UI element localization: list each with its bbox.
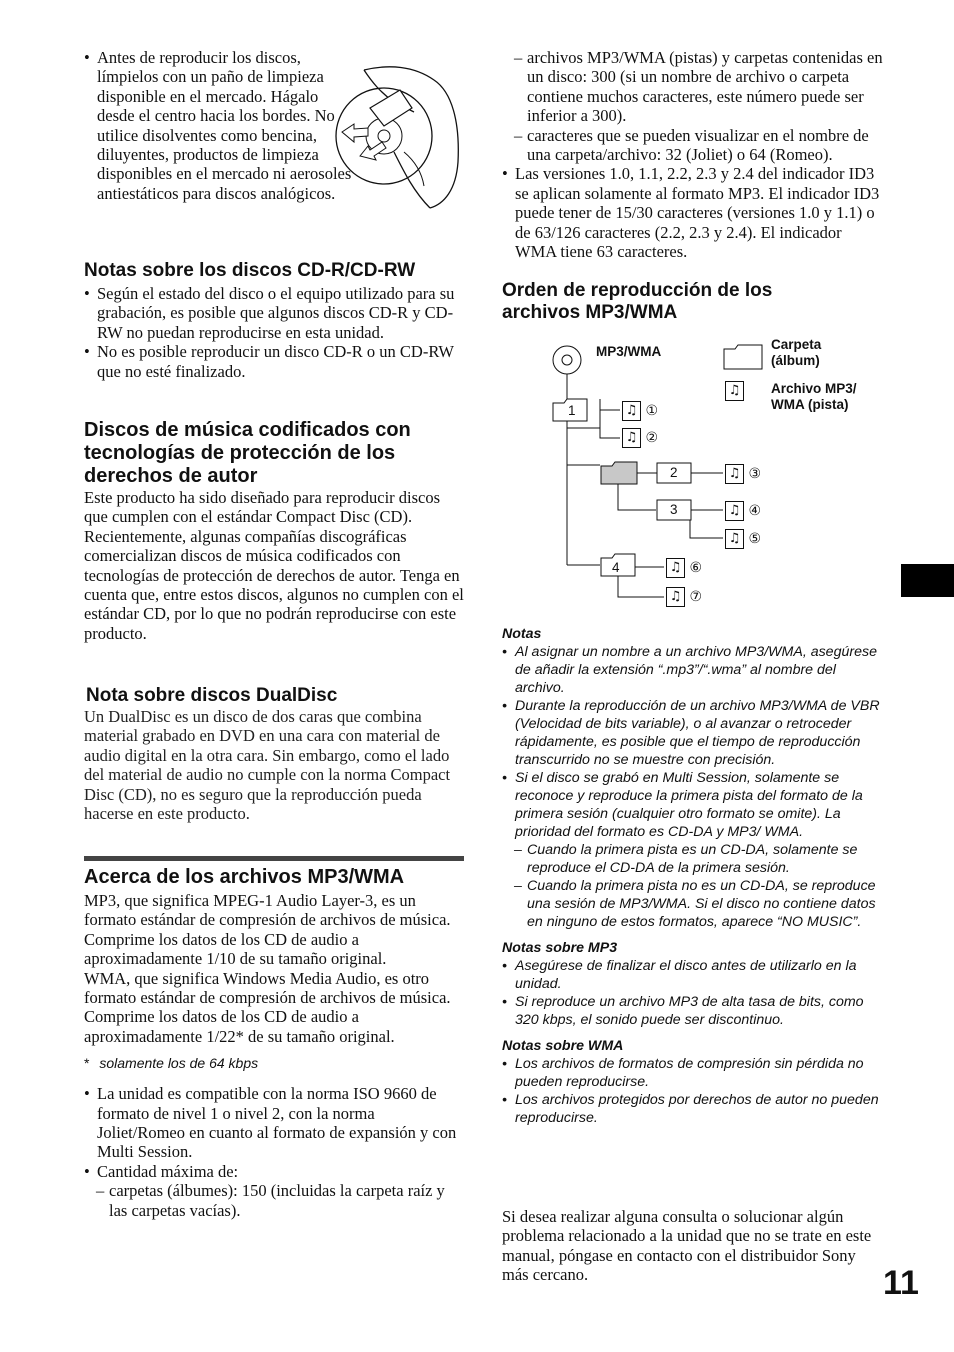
track-number: ②: [645, 430, 659, 446]
cleaning-bullet: • Antes de reproducir los discos, límpielos con un paño de limpieza disponible en el mercado. Hágalo desde el centro hacia los bordes. No utilice disolventes como bencina, diluyentes, productos de limpieza disponibles en el mercado ni aerosoles antiestáticos para discos analógicos.: [84, 48, 359, 203]
footnote-text: solamente los de 64 kbps: [99, 1055, 259, 1072]
note-3-sub-1: – Cuando la primera pista es un CD-DA, solamente se reproduce el CD-DA de la primera sesión.: [514, 841, 886, 877]
folder-label-4: 4: [612, 560, 620, 575]
music-file-icon: ♫: [725, 529, 744, 549]
track-number: ⑥: [689, 560, 703, 576]
mp3-heading: Acerca de los archivos MP3/WMA: [84, 866, 405, 888]
mp3-paragraph-2: WMA, que significa Windows Media Audio, es otro formato estándar de compresión de archivos de música. Comprime los datos de los CD de audio a aproximadamente 1/22* de su tamaño original.: [84, 968, 451, 1046]
legend-folder-label: Carpeta (álbum): [771, 337, 822, 368]
cleaning-note: [84, 48, 352, 203]
order-section: [502, 280, 882, 324]
track-number: ⑤: [748, 531, 762, 547]
compat-bullet: • La unidad es compatible con la norma ISO 9660 de formato de nivel 1 o nivel 2, con la norma Joliet/Romeo en cuanto al formato de expansión y con Multi Session.: [84, 1084, 464, 1162]
notes-section: [502, 625, 886, 1127]
copyright-paragraph-1: Este producto ha sido diseñado para reproducir discos que cumplen con el estándar Compact Disc (CD).: [84, 488, 441, 527]
id3-bullet: • Las versiones 1.0, 1.1, 2.2, 2.3 y 2.4 del indicador ID3 se aplican solamente al formato MP3. El indicador ID3 puede tener de 15/30 caracteres (versiones 1.0 y 1.1) o de 63/126 caracteres (2.2, 2.3 y 2.4). El indicador WMA tiene 63 caracteres.: [502, 164, 884, 261]
copyright-paragraph-2: Recientemente, algunas compañías discográficas comercializan discos de música codificados con tecnologías de protección de derechos de autor. Tenga en cuenta que, entre estos discos, algunos no cumplen con el estándar CD, por lo que no podrán reproducirse con este producto.: [84, 526, 464, 643]
limits-continued: [502, 48, 884, 261]
notes-heading: Notas: [502, 626, 542, 642]
max-chars: – caracteres que se pueden visualizar en el nombre de una carpeta/archivo: 32 (Joliet) o 64 (Romeo).: [514, 126, 884, 165]
max-files: – archivos MP3/WMA (pistas) y carpetas contenidas en un disco: 300 (si un nombre de archivo o carpeta contiene muchos caracteres, este número puede ser inferior a 300).: [514, 48, 884, 126]
section-divider: [84, 856, 464, 861]
music-file-icon: ♫: [666, 587, 685, 607]
footnote: [84, 1054, 464, 1072]
mp3-paragraph-1: MP3, que significa MPEG-1 Audio Layer-3, es un formato estándar de compresión de archivos de música. Comprime los datos de los CD de audio a aproximadamente 1/10 de su tamaño original.: [84, 891, 451, 969]
closing-paragraph: Si desea realizar alguna consulta o solucionar algún problema relacionado a la unidad que no se trate en este manual, póngase en contacto con el distribuidor Sony más cercano.: [502, 1207, 872, 1285]
cdr-bullet-2: • No es posible reproducir un disco CD-R o un CD-RW que no esté finalizado.: [84, 342, 464, 381]
wma-notes-heading: Notas sobre WMA: [502, 1038, 624, 1054]
cdr-bullet-1: • Según el estado del disco o el equipo utilizado para su grabación, es posible que algunos discos CD-R y CD-RW no puedan reproducirse en esta unidad.: [84, 284, 464, 342]
folder-label-2: 2: [670, 465, 678, 480]
note-1: • Al asignar un nombre a un archivo MP3/WMA, asegúrese de añadir la extensión “.mp3”/“.wma” al nombre del archivo.: [502, 643, 886, 697]
folder-tree-diagram: [540, 335, 900, 615]
wma-note-1: • Los archivos de formatos de compresión sin pérdida no pueden reproducirse.: [502, 1055, 886, 1091]
folder-icon: [600, 461, 638, 485]
mp3-notes-heading: Notas sobre MP3: [502, 940, 618, 956]
track-number: ③: [748, 466, 762, 482]
track-1: [622, 401, 658, 421]
note-2: • Durante la reproducción de un archivo MP3/WMA de VBR (Velocidad de bits variable), o al avanzar o retroceder rápidamente, es posible que el tiempo de reproducción transcurrido no se muestre con precisión.: [502, 697, 886, 769]
dualdisc-paragraph: Un DualDisc es un disco de dos caras que combina material grabado en DVD en una cara con material de audio digital en la otra cara. Sin embargo, como el lado del material de audio no cumple con la norma Compact Disc (CD), no es seguro que la reproducción pueda hacerse en este producto.: [84, 707, 451, 824]
page-number: 11: [883, 1264, 919, 1302]
wma-note-2: • Los archivos protegidos por derechos de autor no pueden reproducirse.: [502, 1091, 886, 1127]
music-file-icon: ♫: [725, 464, 744, 484]
music-file-icon: ♫: [725, 381, 744, 401]
mp3-note-2: • Si reproduce un archivo MP3 de alta tasa de bits, como 320 kbps, el sonido puede ser discontinuo.: [502, 993, 886, 1029]
legend-file-label: Archivo MP3/ WMA (pista): [771, 381, 857, 412]
closing-section: [502, 1207, 886, 1285]
folder-label-1: 1: [568, 403, 576, 418]
legend-file: [725, 381, 744, 401]
track-4: [725, 501, 761, 521]
note-3: • Si el disco se grabó en Multi Session, solamente se reconoce y reproduce la primera pista del formato de la primera sesión (cualquier otro formato se omite). La prioridad del formato es CD-DA y MP3/ WMA.: [502, 769, 886, 841]
folder-label-3: 3: [670, 502, 678, 517]
root-label: MP3/WMA: [596, 344, 662, 359]
track-number: ④: [748, 503, 762, 519]
order-heading: Orden de reproducción de los archivos MP3/WMA: [502, 280, 773, 323]
music-file-icon: ♫: [622, 428, 641, 448]
track-2: [622, 428, 658, 448]
track-number: ①: [645, 403, 659, 419]
music-file-icon: ♫: [622, 401, 641, 421]
footnote-mark: *: [84, 1055, 90, 1072]
dualdisc-section: [84, 685, 464, 823]
track-6: [666, 558, 702, 578]
track-number: ⑦: [689, 589, 703, 605]
mp3-note-1: • Asegúrese de finalizar el disco antes de utilizarlo en la unidad.: [502, 957, 886, 993]
cdr-heading: Notas sobre los discos CD-R/CD-RW: [84, 260, 416, 281]
max-folders: – carpetas (álbumes): 150 (incluidas la carpeta raíz y las carpetas vacías).: [96, 1181, 464, 1220]
track-7: [666, 587, 702, 607]
cdr-section: [84, 260, 464, 381]
music-file-icon: ♫: [725, 501, 744, 521]
section-tab-marker: [901, 564, 954, 597]
note-3-sub-2: – Cuando la primera pista no es un CD-DA, se reproduce una sesión de MP3/WMA. Si el disco no contiene datos en ninguno de estos formatos, aparece “NO MUSIC”.: [514, 877, 886, 931]
max-bullet: • Cantidad máxima de:: [84, 1162, 464, 1181]
copyright-section: [84, 419, 464, 643]
music-file-icon: ♫: [666, 558, 685, 578]
track-5: [725, 529, 761, 549]
dualdisc-heading: Nota sobre discos DualDisc: [86, 685, 338, 706]
copyright-heading: Discos de música codificados con tecnologías de protección de los derechos de autor: [84, 419, 411, 487]
track-3: [725, 464, 761, 484]
legend-folder-icon: [723, 344, 763, 370]
mp3-section: [84, 866, 464, 1220]
folder-tree-lines: [540, 335, 900, 615]
